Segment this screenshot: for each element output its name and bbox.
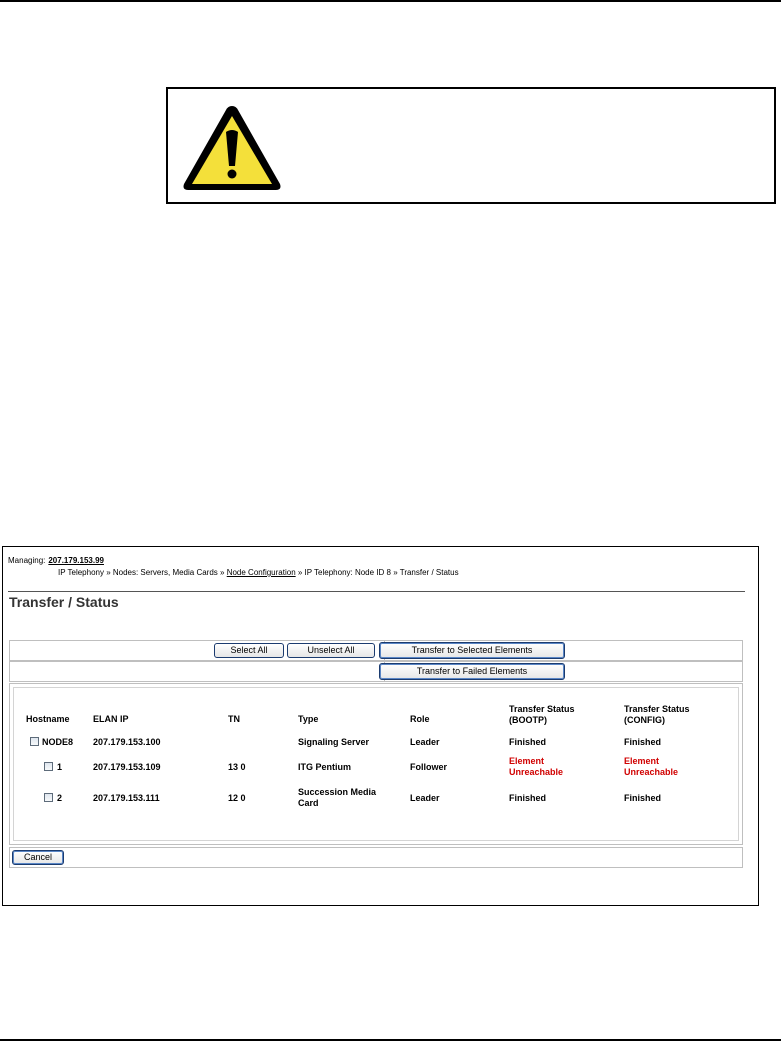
failed-toolbar [9, 661, 743, 682]
row-config-status: Finished [624, 793, 662, 803]
header-bootp-line1: Transfer Status [509, 704, 575, 714]
breadcrumb-part1: IP Telephony » Nodes: Servers, Media Cards » [58, 568, 225, 577]
row-elan-ip: 207.179.153.100 [93, 737, 161, 747]
header-bootp-line2: (BOOTP) [509, 715, 547, 725]
header-config-line2: (CONFIG) [624, 715, 665, 725]
row-config-status-line2: Unreachable [624, 767, 679, 777]
cancel-toolbar [9, 847, 743, 868]
row-bootp-status: Element [509, 756, 545, 766]
transfer-selected-button[interactable]: Transfer to Selected Elements [379, 642, 565, 659]
row-type: Signaling Server [298, 737, 370, 747]
row-checkbox-2[interactable] [44, 793, 53, 802]
row-checkbox-node8[interactable] [30, 737, 39, 746]
row-bootp-status-line2: Unreachable [509, 767, 564, 777]
row-tn: 13 0 [228, 762, 246, 772]
row-type: Succession Media [298, 787, 377, 797]
row-hostname: 1 [57, 762, 63, 772]
breadcrumb [58, 568, 459, 577]
managing-ip-link[interactable]: 207.179.153.99 [48, 556, 104, 565]
row-role: Follower [410, 762, 448, 772]
row-bootp-status: Finished [509, 793, 547, 803]
unselect-all-button[interactable]: Unselect All [287, 643, 375, 658]
row-elan-ip: 207.179.153.111 [93, 793, 160, 803]
header-config-line1: Transfer Status [624, 704, 690, 714]
cancel-button[interactable]: Cancel [12, 850, 64, 865]
row-role: Leader [410, 737, 440, 747]
breadcrumb-part2: » IP Telephony: Node ID 8 » Transfer / Status [297, 568, 459, 577]
managing-label: Managing: [8, 556, 46, 565]
row-checkbox-1[interactable] [44, 762, 53, 771]
page-title: Transfer / Status [9, 594, 119, 610]
row-bootp-status: Finished [509, 737, 547, 747]
warning-triangle-icon [180, 102, 284, 194]
caution-box [166, 87, 776, 204]
transfer-failed-button[interactable]: Transfer to Failed Elements [379, 663, 565, 680]
row-type-line2: Card [298, 798, 319, 808]
managing-line [8, 556, 104, 565]
row-type: ITG Pentium [298, 762, 352, 772]
header-tn: TN [228, 714, 240, 724]
row-tn: 12 0 [228, 793, 246, 803]
selection-toolbar [9, 640, 743, 661]
elements-panel [9, 683, 743, 845]
page-top-rule [0, 0, 781, 2]
header-role: Role [410, 714, 430, 724]
title-divider [8, 591, 745, 592]
breadcrumb-node-configuration-link[interactable]: Node Configuration [226, 568, 296, 577]
screenshot-figure [2, 546, 759, 906]
row-config-status: Element [624, 756, 660, 766]
page-bottom-rule [0, 1039, 781, 1041]
header-hostname: Hostname [26, 714, 70, 724]
row-role: Leader [410, 793, 440, 803]
select-all-button[interactable]: Select All [214, 643, 284, 658]
header-type: Type [298, 714, 319, 724]
row-config-status: Finished [624, 737, 662, 747]
row-elan-ip: 207.179.153.109 [93, 762, 161, 772]
elements-table [13, 687, 739, 841]
header-elan-ip: ELAN IP [93, 714, 129, 724]
row-hostname: 2 [57, 793, 63, 803]
row-hostname: NODE8 [42, 737, 74, 747]
